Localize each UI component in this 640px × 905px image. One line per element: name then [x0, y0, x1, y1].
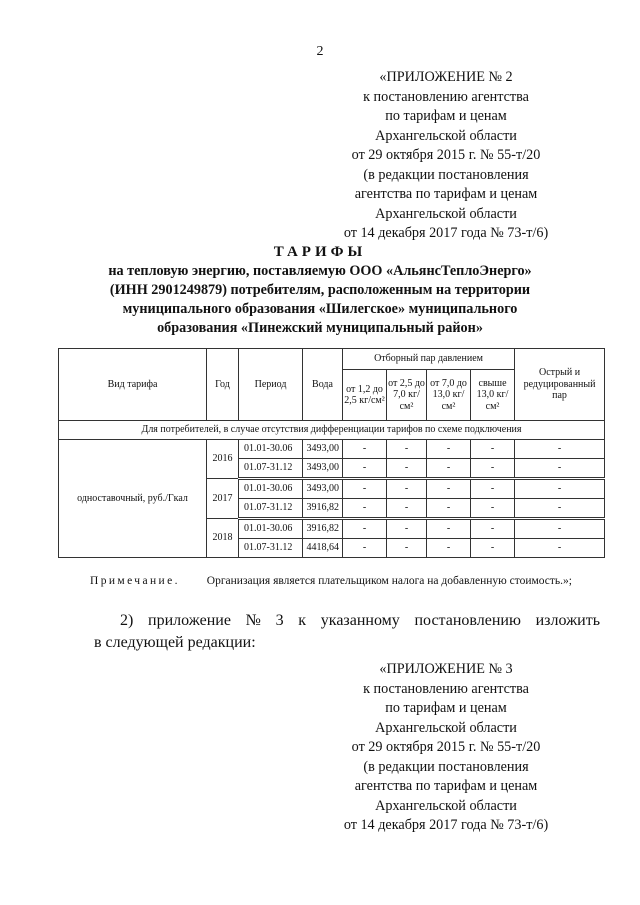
value-cell: - — [515, 440, 605, 459]
header-steam-group: Отборный пар давлением — [343, 349, 515, 370]
appendix-line: Архангельской области — [375, 719, 517, 736]
title-heading: ТАРИФЫ — [273, 244, 367, 260]
title-line: муниципального образования «Шилегское» муниципального — [122, 301, 518, 317]
period-cell: 01.07-31.12 — [239, 459, 303, 479]
water-cell: 4418,64 — [303, 539, 343, 558]
value-cell: - — [427, 479, 471, 499]
tariff-type-cell: одноставочный, руб./Гкал — [59, 440, 207, 558]
header-pressure-1: от 1,2 до 2,5 кг/см² — [343, 370, 387, 421]
title-line: (ИНН 2901249879) потребителям, расположенным на территории — [109, 282, 531, 298]
value-cell: - — [343, 499, 387, 519]
value-cell: - — [387, 479, 427, 499]
header-pressure-3: от 7,0 до 13,0 кг/см² — [427, 370, 471, 421]
period-cell: 01.01-30.06 — [239, 519, 303, 539]
water-cell: 3493,00 — [303, 440, 343, 459]
year-cell: 2017 — [207, 479, 239, 519]
appendix-line: по тарифам и ценам — [385, 700, 507, 716]
appendix-line: к постановлению агентства — [363, 680, 529, 697]
header-year: Год — [207, 349, 239, 421]
appendix-line: от 14 декабря 2017 года № 73-т/6) — [343, 817, 549, 833]
appendix-line: от 14 декабря 2017 года № 73-т/6) — [343, 225, 549, 241]
value-cell: - — [515, 539, 605, 558]
value-cell: - — [515, 499, 605, 519]
value-cell: - — [471, 459, 515, 479]
period-cell: 01.07-31.12 — [239, 499, 303, 519]
paragraph-line-1 — [120, 610, 600, 632]
value-cell: - — [387, 519, 427, 539]
water-cell: 3916,82 — [303, 519, 343, 539]
value-cell: - — [343, 479, 387, 499]
appendix-line: от 29 октября 2015 г. № 55-т/20 — [351, 147, 541, 163]
paragraph-word: изложить — [535, 612, 600, 629]
paragraph-word: к — [298, 612, 307, 629]
value-cell: - — [343, 539, 387, 558]
value-cell: - — [515, 459, 605, 479]
appendix-line: «ПРИЛОЖЕНИЕ № 2 — [379, 69, 513, 85]
period-cell: 01.01-30.06 — [239, 440, 303, 459]
tariffs-title — [70, 243, 570, 338]
value-cell: - — [427, 539, 471, 558]
amendment-paragraph — [94, 610, 600, 654]
table-subtitle: Для потребителей, в случае отсутствия дифференциации тарифов по схеме подключения — [59, 421, 605, 440]
water-cell: 3493,00 — [303, 479, 343, 499]
value-cell: - — [387, 459, 427, 479]
value-cell: - — [427, 499, 471, 519]
value-cell: - — [427, 440, 471, 459]
value-cell: - — [471, 539, 515, 558]
paragraph-word: 2) — [120, 612, 134, 629]
paragraph-word: постановлению — [414, 612, 521, 629]
tariffs-table — [58, 348, 605, 558]
appendix-line: по тарифам и ценам — [385, 108, 507, 124]
value-cell: - — [387, 539, 427, 558]
appendix-line: Архангельской области — [375, 127, 517, 144]
appendix-line: (в редакции постановления — [363, 758, 529, 775]
value-cell: - — [387, 440, 427, 459]
value-cell: - — [471, 479, 515, 499]
title-line: образования «Пинежский муниципальный район» — [157, 320, 483, 336]
value-cell: - — [471, 440, 515, 459]
header-type: Вид тарифа — [59, 349, 207, 421]
appendix-line: (в редакции постановления — [363, 166, 529, 183]
period-cell: 01.01-30.06 — [239, 479, 303, 499]
appendix-line: агентства по тарифам и ценам — [354, 186, 538, 202]
paragraph-line-2: в следующей редакции: — [94, 634, 256, 651]
paragraph-word: № — [245, 612, 261, 629]
header-pressure-2: от 2,5 до 7,0 кг/см² — [387, 370, 427, 421]
note-label: Примечание. — [90, 575, 180, 587]
value-cell: - — [515, 479, 605, 499]
value-cell: - — [387, 499, 427, 519]
value-cell: - — [343, 440, 387, 459]
paragraph-word: указанному — [320, 612, 400, 629]
note-text: Организация является плательщиком налога на добавленную стоимость.»; — [206, 575, 572, 587]
appendix-line: к постановлению агентства — [363, 88, 529, 105]
header-water: Вода — [303, 349, 343, 421]
header-period: Период — [239, 349, 303, 421]
appendix-line: агентства по тарифам и ценам — [354, 778, 538, 794]
year-cell: 2016 — [207, 440, 239, 479]
title-line: на тепловую энергию, поставляемую ООО «АльянсТеплоЭнерго» — [108, 263, 532, 279]
header-sharp-steam: Острый и редуцированный пар — [515, 349, 605, 421]
header-pressure-4: свыше 13,0 кг/см² — [471, 370, 515, 421]
appendix-line: Архангельской области — [375, 797, 517, 814]
value-cell: - — [471, 519, 515, 539]
value-cell: - — [427, 519, 471, 539]
paragraph-word: приложение — [148, 612, 231, 629]
value-cell: - — [427, 459, 471, 479]
value-cell: - — [343, 519, 387, 539]
value-cell: - — [471, 499, 515, 519]
page-number: 2 — [316, 44, 324, 59]
value-cell: - — [343, 459, 387, 479]
water-cell: 3916,82 — [303, 499, 343, 519]
appendix-line: от 29 октября 2015 г. № 55-т/20 — [351, 739, 541, 755]
year-cell: 2018 — [207, 519, 239, 558]
value-cell: - — [515, 519, 605, 539]
appendix-2-header — [316, 68, 576, 244]
period-cell: 01.07-31.12 — [239, 539, 303, 558]
paragraph-word: 3 — [275, 612, 284, 629]
table-note — [90, 575, 572, 587]
appendix-line: Архангельской области — [375, 205, 517, 222]
water-cell: 3493,00 — [303, 459, 343, 479]
appendix-line: «ПРИЛОЖЕНИЕ № 3 — [379, 661, 513, 677]
appendix-3-header — [316, 660, 576, 836]
